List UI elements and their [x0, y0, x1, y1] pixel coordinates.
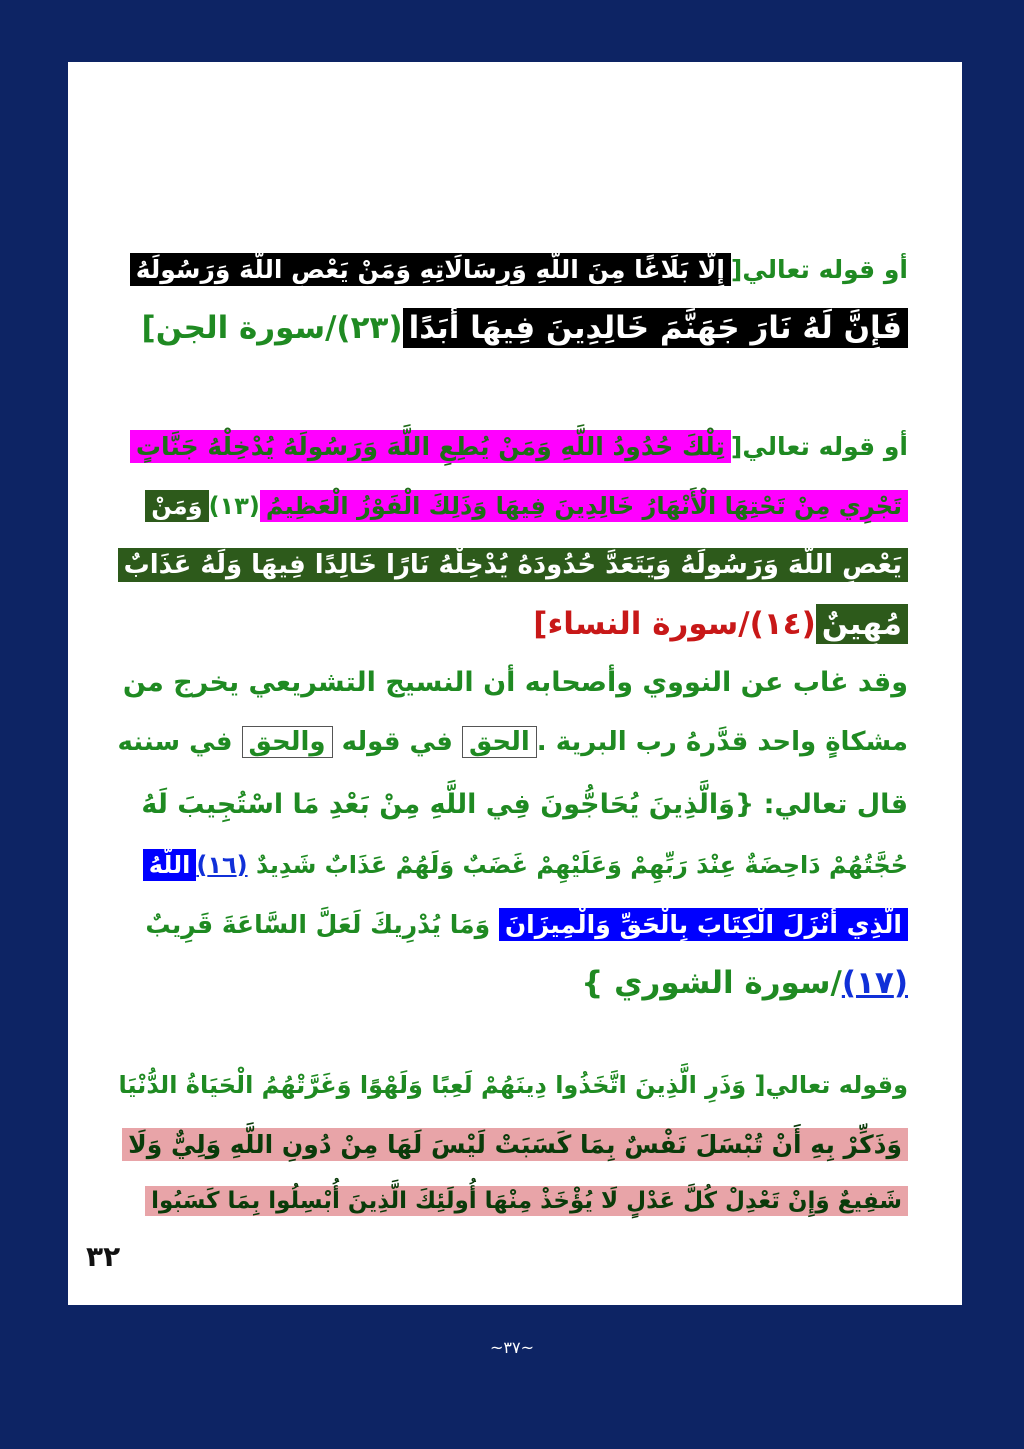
paragraph-text: مشكاةٍ واحد قدَّرهُ رب البرية . [536, 727, 908, 757]
verse-line [130, 247, 908, 293]
footer-page-number: ~٣٧~ [490, 1338, 534, 1357]
highlighted-verse: إِلَّا بَلَاغًا مِنَ اللَّهِ وَرِسَالَاتِهِ وَمَنْ يَعْصِ اللَّهَ وَرَسُولَهُ [130, 253, 731, 286]
verse-line [581, 960, 908, 1006]
verse-number: (١٣) [208, 492, 260, 520]
verse-intro: أو قوله تعالي[ [730, 432, 908, 461]
highlighted-verse: وَمَنْ [145, 490, 208, 522]
verse-intro: أو قوله تعالي[ [730, 255, 908, 284]
highlighted-verse: تِلْكَ حُدُودُ اللَّهِ وَمَنْ يُطِعِ اللَّهَ وَرَسُولَهُ يُدْخِلْهُ جَنَّاتٍ [130, 430, 731, 463]
verse-line [145, 902, 908, 948]
verse-line [145, 1178, 908, 1224]
paragraph-line [118, 719, 908, 765]
highlighted-verse: فَإِنَّ لَهُ نَارَ جَهَنَّمَ خَالِدِينَ فِيهَا أَبَدًا [403, 308, 908, 348]
surah-reference: /سورة الشوري } [581, 965, 842, 1001]
surah-reference: (٢٣)/سورة الجن] [141, 310, 403, 346]
verse-text: وَمَا يُدْرِيكَ لَعَلَّ السَّاعَةَ قَرِيبٌ [145, 910, 491, 939]
highlighted-verse: تَجْرِي مِنْ تَحْتِهَا الْأَنْهَارُ خَالِدِينَ فِيهَا وَذَلِكَ الْفَوْزُ الْعَظِيمُ [260, 490, 908, 522]
surah-reference: (١٤)/سورة النساء] [533, 606, 816, 642]
highlighted-verse: وَذَكِّرْ بِهِ أَنْ تُبْسَلَ نَفْسٌ بِمَا كَسَبَتْ لَيْسَ لَهَا مِنْ دُونِ اللَّهِ وَلِيٌّ وَلَا [122, 1128, 908, 1161]
highlighted-verse: الَّذِي أَنْزَلَ الْكِتَابَ بِالْحَقِّ وَالْمِيزَانَ [499, 908, 908, 941]
verse-line: وقوله تعالي[ وَذَرِ الَّذِينَ اتَّخَذُوا دِينَهُمْ لَعِبًا وَلَهْوًا وَغَرَّتْهُمُ الْحَيَاةُ الدُّنْيَا [118, 1071, 908, 1099]
verse-line [130, 424, 908, 470]
boxed-word: والحق [242, 726, 333, 758]
verse-line [118, 542, 908, 588]
verse-line [122, 1122, 908, 1168]
verse-line [142, 305, 908, 351]
paragraph-line: وقد غاب عن النووي وأصحابه أن النسيج التشريعي يخرج من [122, 667, 908, 698]
highlighted-verse: شَفِيعٌ وَإِنْ تَعْدِلْ كُلَّ عَدْلٍ لَا يُؤْخَذْ مِنْهَا أُولَئِكَ الَّذِينَ أُبْسِلُوا بِمَا كَسَبُوا [145, 1186, 908, 1216]
verse-number: (١٦) [196, 851, 248, 879]
boxed-word: الحق [462, 726, 537, 758]
verse-line: قال تعالي: {وَالَّذِينَ يُحَاجُّونَ فِي اللَّهِ مِنْ بَعْدِ مَا اسْتُجِيبَ لَهُ [141, 789, 908, 820]
highlighted-verse: يَعْصِ اللَّهَ وَرَسُولَهُ وَيَتَعَدَّ حُدُودَهُ يُدْخِلْهُ نَارًا خَالِدًا فِيهَا وَلَهُ عَذَابٌ [118, 548, 908, 582]
verse-number: (١٧) [841, 965, 908, 1001]
document-page [68, 62, 962, 1305]
verse-text: حُجَّتُهُمْ دَاحِضَةٌ عِنْدَ رَبِّهِمْ وَعَلَيْهِمْ غَضَبٌ وَلَهُمْ عَذَابٌ شَدِيدٌ [255, 851, 908, 879]
paragraph-text: في قوله [341, 727, 453, 757]
page-number: ٣٢ [86, 1240, 121, 1273]
highlighted-verse: مُهِينٌ [816, 604, 908, 644]
verse-line [145, 483, 908, 529]
verse-line [143, 842, 908, 888]
verse-line [533, 601, 908, 647]
highlighted-verse: اللَّهُ [143, 849, 197, 881]
paragraph-text: في سننه [117, 727, 233, 757]
